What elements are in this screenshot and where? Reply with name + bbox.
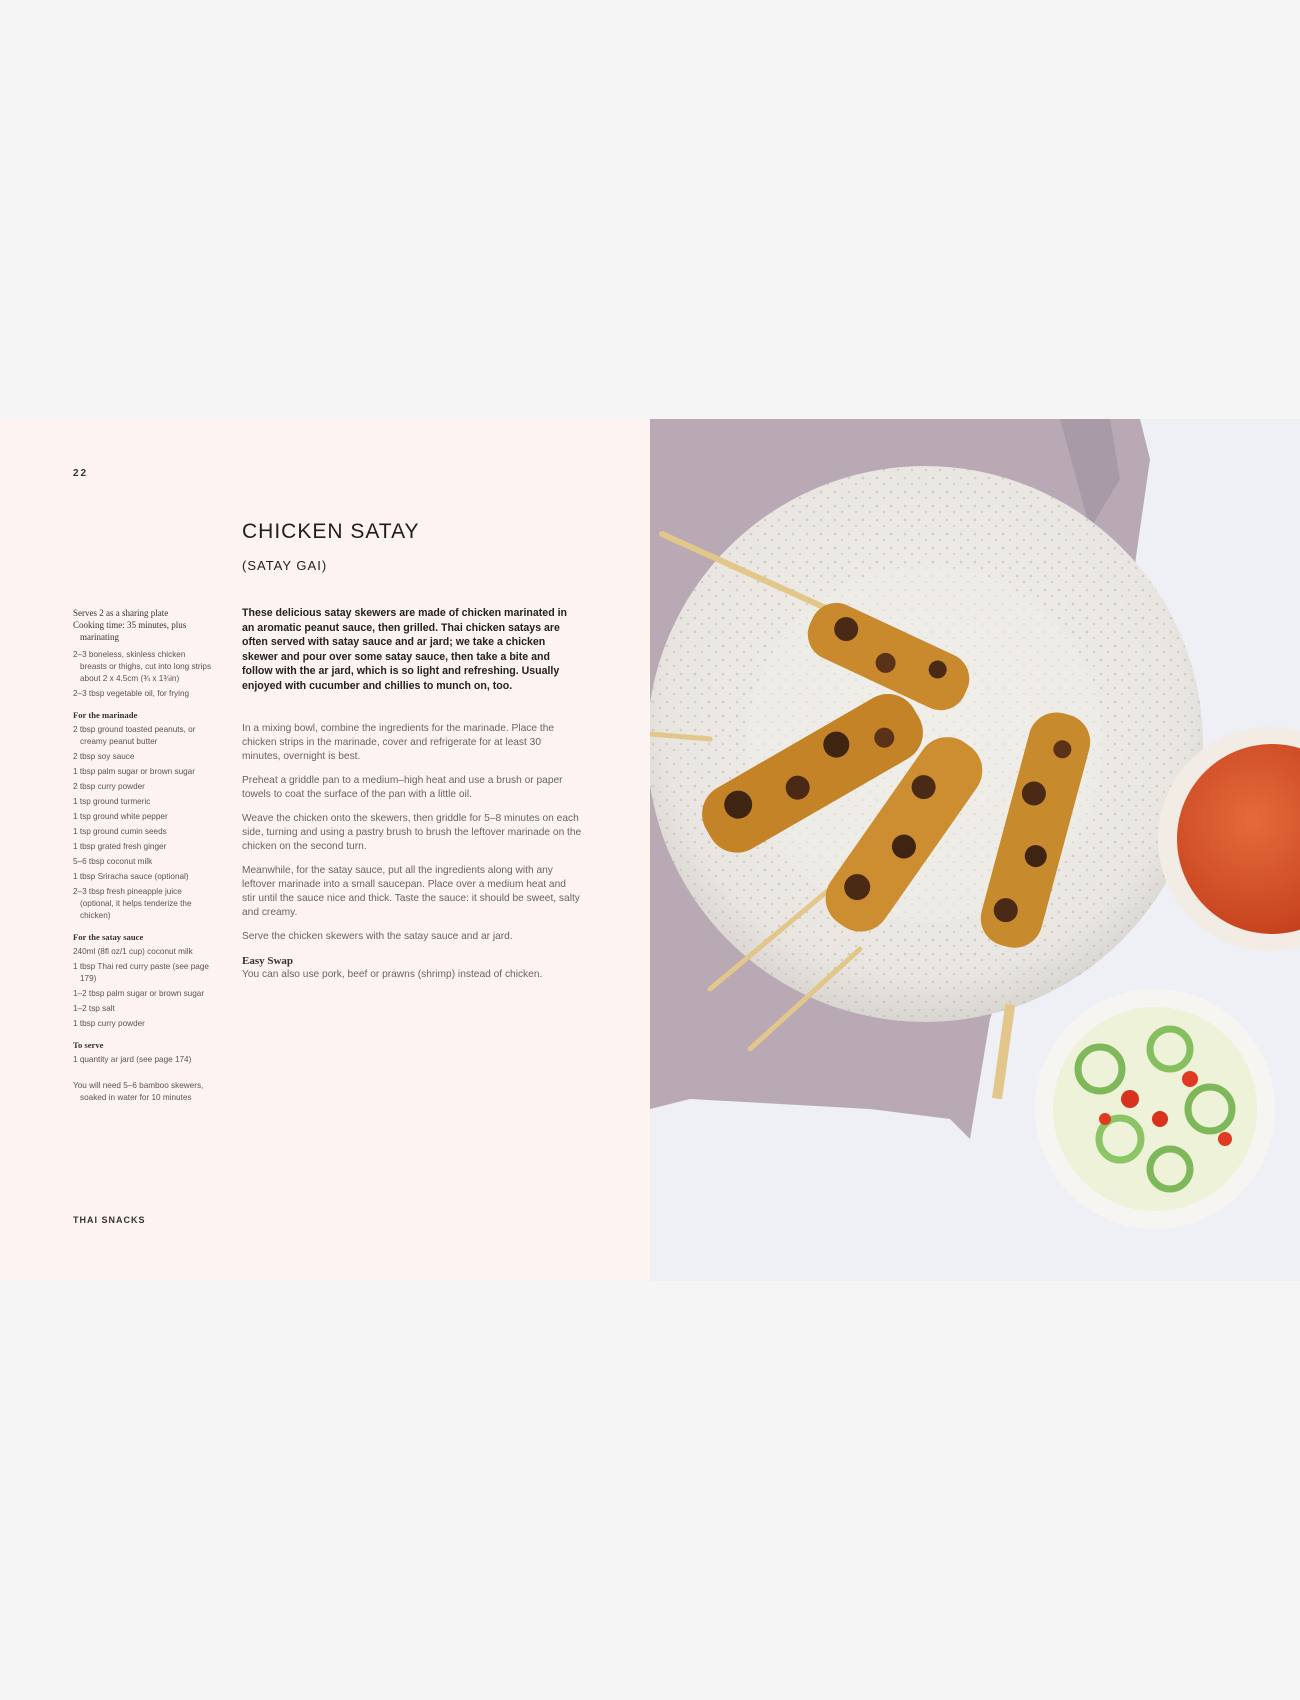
recipe-intro: These delicious satay skewers are made of chicken marinated in an aromatic peanut sauce, then grilled. Thai chicken satays are often served with satay sauce and ar jard; we take a chicken skewer and pour over some satay sauce, then take a bite and follow with the ar jard, which is so light and refreshing. Usually enjoyed with cucumber and chillies to munch on, too. — [242, 607, 568, 692]
ingredient-group-title: To serve — [73, 1040, 104, 1050]
ingredient-item: 1 tsp ground turmeric — [73, 797, 151, 806]
ingredient-item: 2 tbsp soy sauce — [73, 752, 135, 761]
ingredient-item: 1 tbsp grated fresh ginger — [73, 842, 167, 851]
ingredient-item: 2–3 tbsp fresh pineapple juice (optional, it helps tenderize the chicken) — [73, 887, 192, 920]
ingredient-item: 1 quantity ar jard (see page 174) — [73, 1055, 192, 1064]
easy-swap-text: You can also use pork, beef or prawns (shrimp) instead of chicken. — [242, 969, 543, 980]
ingredient-item: 1 tbsp curry powder — [73, 1019, 145, 1028]
equipment-note: You will need 5–6 bamboo skewers, soaked in water for 10 minutes — [73, 1081, 204, 1102]
recipe-page — [0, 419, 650, 1281]
page-number: 22 — [73, 468, 89, 479]
serves-text: Serves 2 as a sharing plate — [73, 608, 169, 618]
skewer-stick — [992, 1004, 1015, 1099]
ingredient-item: 1 tsp ground cumin seeds — [73, 827, 167, 836]
ingredient-group-title: For the marinade — [73, 710, 138, 720]
ingredient-item: 2–3 tbsp vegetable oil, for frying — [73, 689, 190, 698]
section-footer: THAI SNACKS — [73, 1215, 146, 1225]
easy-swap-title: Easy Swap — [242, 955, 294, 967]
recipe-title: CHICKEN SATAY — [242, 520, 420, 543]
main-ingredient-list — [73, 649, 213, 700]
method-step: Serve the chicken skewers with the satay sauce and ar jard. — [242, 931, 513, 942]
method-steps — [242, 722, 582, 982]
ingredients-sidebar — [73, 607, 213, 1104]
recipe-subtitle: (SATAY GAI) — [242, 558, 328, 573]
cooking-time-text: Cooking time: 35 minutes, plus marinating — [73, 620, 187, 642]
ingredient-item: 1 tbsp palm sugar or brown sugar — [73, 767, 195, 776]
method-step: Weave the chicken onto the skewers, then griddle for 5–8 minutes on each side, turning and using a pastry brush to brush the leftover marinade on the chicken on the second turn. — [242, 813, 582, 852]
ingredient-item: 2 tbsp ground toasted peanuts, or creamy peanut butter — [73, 725, 196, 746]
food-photo — [650, 419, 1300, 1281]
method-step: Meanwhile, for the satay sauce, put all the ingredients along with any leftover marinade into a small saucepan. Place over a medium heat and stir until the sauce nice and thick. Taste the sauce: it should be sweet, salty and creamy. — [242, 865, 580, 918]
ingredient-item: 1–2 tbsp palm sugar or brown sugar — [73, 989, 205, 998]
ingredient-item: 2–3 boneless, skinless chicken breasts or thighs, cut into long strips about 2 x 4.5cm (¾ x 1¾in) — [73, 650, 212, 683]
ingredient-item: 1–2 tsp salt — [73, 1004, 115, 1013]
ingredient-item: 5–6 tbsp coconut milk — [73, 857, 153, 866]
ingredient-item: 2 tbsp curry powder — [73, 782, 145, 791]
book-spread — [0, 419, 1300, 1281]
ingredient-item: 1 tbsp Sriracha sauce (optional) — [73, 872, 189, 881]
method-step: Preheat a griddle pan to a medium–high heat and use a brush or paper towels to coat the surface of the pan with a little oil. — [242, 775, 563, 800]
ingredient-item: 240ml (8fl oz/1 cup) coconut milk — [73, 947, 193, 956]
ingredient-item: 1 tbsp Thai red curry paste (see page 179) — [73, 962, 209, 983]
method-step: In a mixing bowl, combine the ingredients for the marinade. Place the chicken strips in the marinade, cover and refrigerate for at least 30 minutes, overnight is best. — [242, 723, 555, 762]
ingredient-group-title: For the satay sauce — [73, 932, 144, 942]
ingredient-item: 1 tsp ground white pepper — [73, 812, 168, 821]
satay-photo-illustration — [650, 419, 1300, 1281]
